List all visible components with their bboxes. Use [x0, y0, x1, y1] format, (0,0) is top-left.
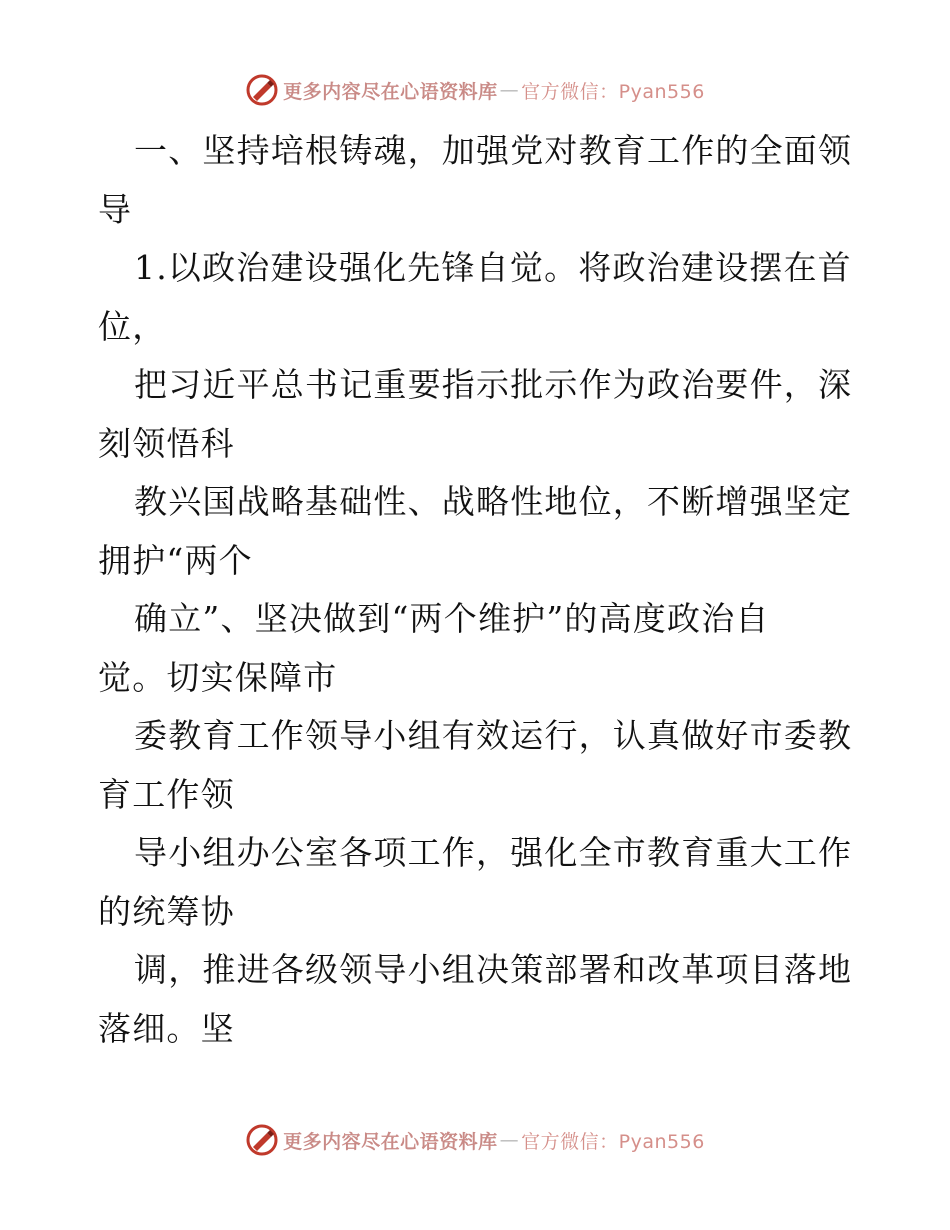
text-line: 觉。切实保障市	[98, 657, 338, 697]
text-line: 导小组办公室各项工作，强化全市教育重大工作	[134, 833, 853, 872]
pen-logo-icon	[245, 1123, 279, 1157]
watermark-wechat-text: 官方微信：Pyan556	[521, 1130, 705, 1153]
text-line: 委教育工作领导小组有效运行，认真做好市委教	[134, 716, 853, 755]
pen-logo-icon	[245, 73, 279, 107]
text-line: 位，	[98, 306, 167, 346]
text-line: 的统筹协	[98, 891, 235, 931]
text-line: 拥护“两个	[98, 540, 253, 580]
watermark-wechat-text: 官方微信：Pyan556	[521, 80, 705, 103]
text-line: 刻领悟科	[98, 423, 235, 463]
text-line: 一、坚持培根铸魂，加强党对教育工作的全面领	[134, 131, 853, 170]
watermark-site-text: 更多内容尽在心语资料库	[283, 80, 498, 103]
watermark-separator: —	[499, 79, 520, 101]
text-line: 导	[98, 189, 133, 229]
text-line: 把习近平总书记重要指示批示作为政治要件，深	[134, 365, 853, 404]
text-line: 育工作领	[98, 774, 235, 814]
footer-watermark	[0, 1120, 950, 1160]
text-line: 教兴国战略基础性、战略性地位，不断增强坚定	[134, 482, 853, 521]
text-line: 调，推进各级领导小组决策部署和改革项目落地	[134, 950, 853, 989]
header-watermark	[0, 70, 950, 110]
watermark-site-text: 更多内容尽在心语资料库	[283, 1130, 498, 1153]
text-line: 确立”、坚决做到“两个维护”的高度政治自	[134, 599, 770, 638]
text-line: 落细。坚	[98, 1008, 235, 1048]
document-body	[98, 122, 858, 1058]
text-line: 1.以政治建设强化先锋自觉。将政治建设摆在首	[134, 248, 852, 287]
watermark-separator: —	[499, 1129, 520, 1151]
